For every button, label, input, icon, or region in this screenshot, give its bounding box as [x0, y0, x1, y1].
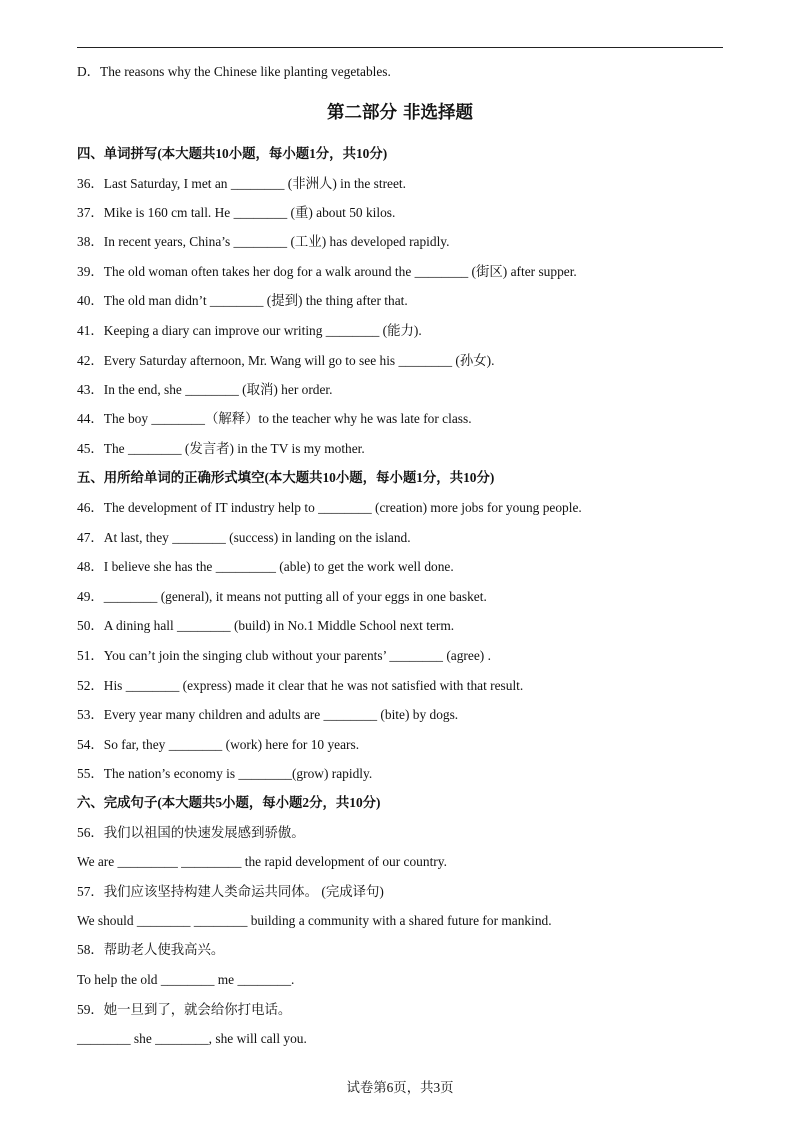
question-58-prompt: 58．帮助老人使我高兴。	[77, 942, 225, 957]
question-48: 48．I believe she has the _________ (able) to get the work well done.	[77, 559, 454, 574]
question-52: 52．His ________ (express) made it clear that he was not satisfied with that result.	[77, 678, 524, 693]
question-57-prompt: 57．我们应该坚持构建人类命运共同体。 (完成译句)	[77, 884, 384, 899]
part-title: 第二部分 非选择题	[326, 103, 474, 123]
header-rule	[77, 47, 723, 48]
section-heading-spelling: 四、单词拼写(本大题共10小题，每小题1分，共10分)	[77, 146, 388, 161]
question-57-sentence: We should ________ ________ building a community with a shared future for mankind.	[77, 913, 552, 928]
question-43: 43．In the end, she ________ (取消) her order.	[77, 382, 333, 397]
question-41: 41．Keeping a diary can improve our writing ________ (能力).	[77, 323, 422, 338]
question-56-sentence: We are _________ _________ the rapid development of our country.	[77, 854, 447, 869]
page-footer: 试卷第6页，共3页	[346, 1080, 454, 1095]
question-36: 36．Last Saturday, I met an ________ (非洲人) in the street.	[77, 176, 406, 191]
question-40: 40．The old man didn’t ________ (提到) the thing after that.	[77, 293, 408, 308]
question-54: 54．So far, they ________ (work) here for 10 years.	[77, 737, 360, 752]
question-50: 50．A dining hall ________ (build) in No.1 Middle School next term.	[77, 618, 455, 633]
question-53: 53．Every year many children and adults are ________ (bite) by dogs.	[77, 707, 459, 722]
question-45: 45．The ________ (发言者) in the TV is my mother.	[77, 441, 365, 456]
question-51: 51．You can’t join the singing club without your parents’ ________ (agree) .	[77, 648, 491, 663]
question-59-sentence: ________ she ________, she will call you.	[77, 1031, 307, 1046]
question-55: 55．The nation’s economy is ________(grow) rapidly.	[77, 766, 373, 781]
question-59-prompt: 59．她一旦到了，就会给你打电话。	[77, 1002, 292, 1017]
question-58-sentence: To help the old ________ me ________.	[77, 972, 295, 987]
section-heading-word-forms: 五、用所给单词的正确形式填空(本大题共10小题，每小题1分，共10分)	[77, 470, 495, 485]
question-44: 44．The boy ________（解释）to the teacher why he was late for class.	[77, 411, 472, 426]
question-42: 42．Every Saturday afternoon, Mr. Wang will go to see his ________ (孙女).	[77, 353, 495, 368]
question-38: 38．In recent years, China’s ________ (工业) has developed rapidly.	[77, 234, 450, 249]
question-37: 37．Mike is 160 cm tall. He ________ (重) about 50 kilos.	[77, 205, 396, 220]
section-heading-sentences: 六、完成句子(本大题共5小题，每小题2分，共10分)	[77, 795, 381, 810]
question-39: 39．The old woman often takes her dog for a walk around the ________ (街区) after supper.	[77, 264, 577, 279]
option-d: D．The reasons why the Chinese like planting vegetables.	[77, 64, 391, 79]
question-47: 47．At last, they ________ (success) in landing on the island.	[77, 530, 411, 545]
question-56-prompt: 56．我们以祖国的快速发展感到骄傲。	[77, 825, 305, 840]
question-49: 49．________ (general), it means not putting all of your eggs in one basket.	[77, 589, 487, 604]
question-46: 46．The development of IT industry help to ________ (creation) more jobs for young people.	[77, 500, 582, 515]
